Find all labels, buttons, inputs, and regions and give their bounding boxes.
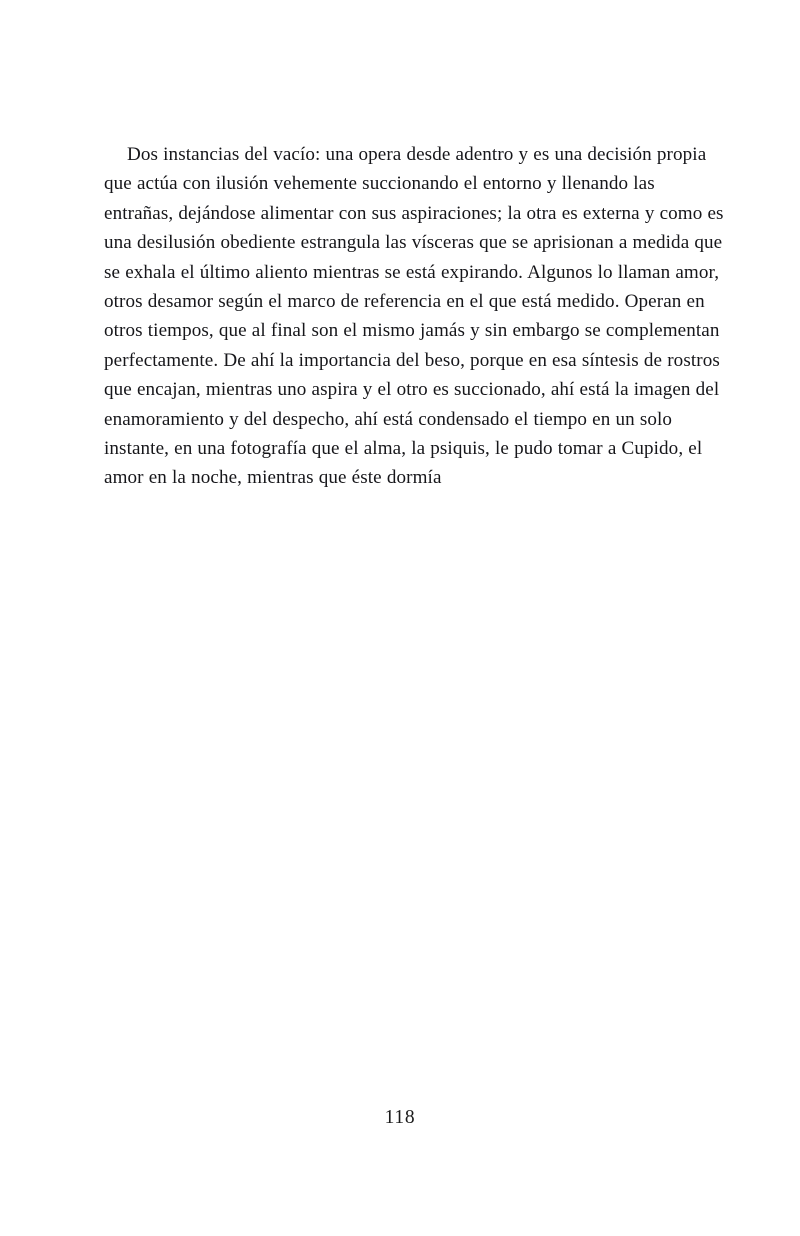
body-paragraph: Dos instancias del vacío: una opera desde adentro y es una decisión propia que actúa con ilusión vehemente succionando el entorno y llenando las entrañas, dejándose alimentar con sus aspiraciones; la otra es externa y como es una desilusión obediente estrangula las vísceras que se aprisionan a medida que se exhala el último aliento mientras se está expirando. Algunos lo llaman amor, otros desamor según el marco de referencia en el que está medido. Operan en otros tiempos, que al final son el mismo jamás y sin embargo se complementan perfectamente. De ahí la importancia del beso, porque en esa síntesis de rostros que encajan, mientras uno aspira y el otro es succionado, ahí está la imagen del enamoramiento y del despecho, ahí está condensado el tiempo en un solo instante, en una fotografía que el alma, la psiquis, le pudo tomar a Cupido, el amor en la noche, mientras que éste dormía xyxy=(104,144,724,489)
page-number: 118 xyxy=(384,1107,416,1128)
body-text-block xyxy=(104,140,728,493)
